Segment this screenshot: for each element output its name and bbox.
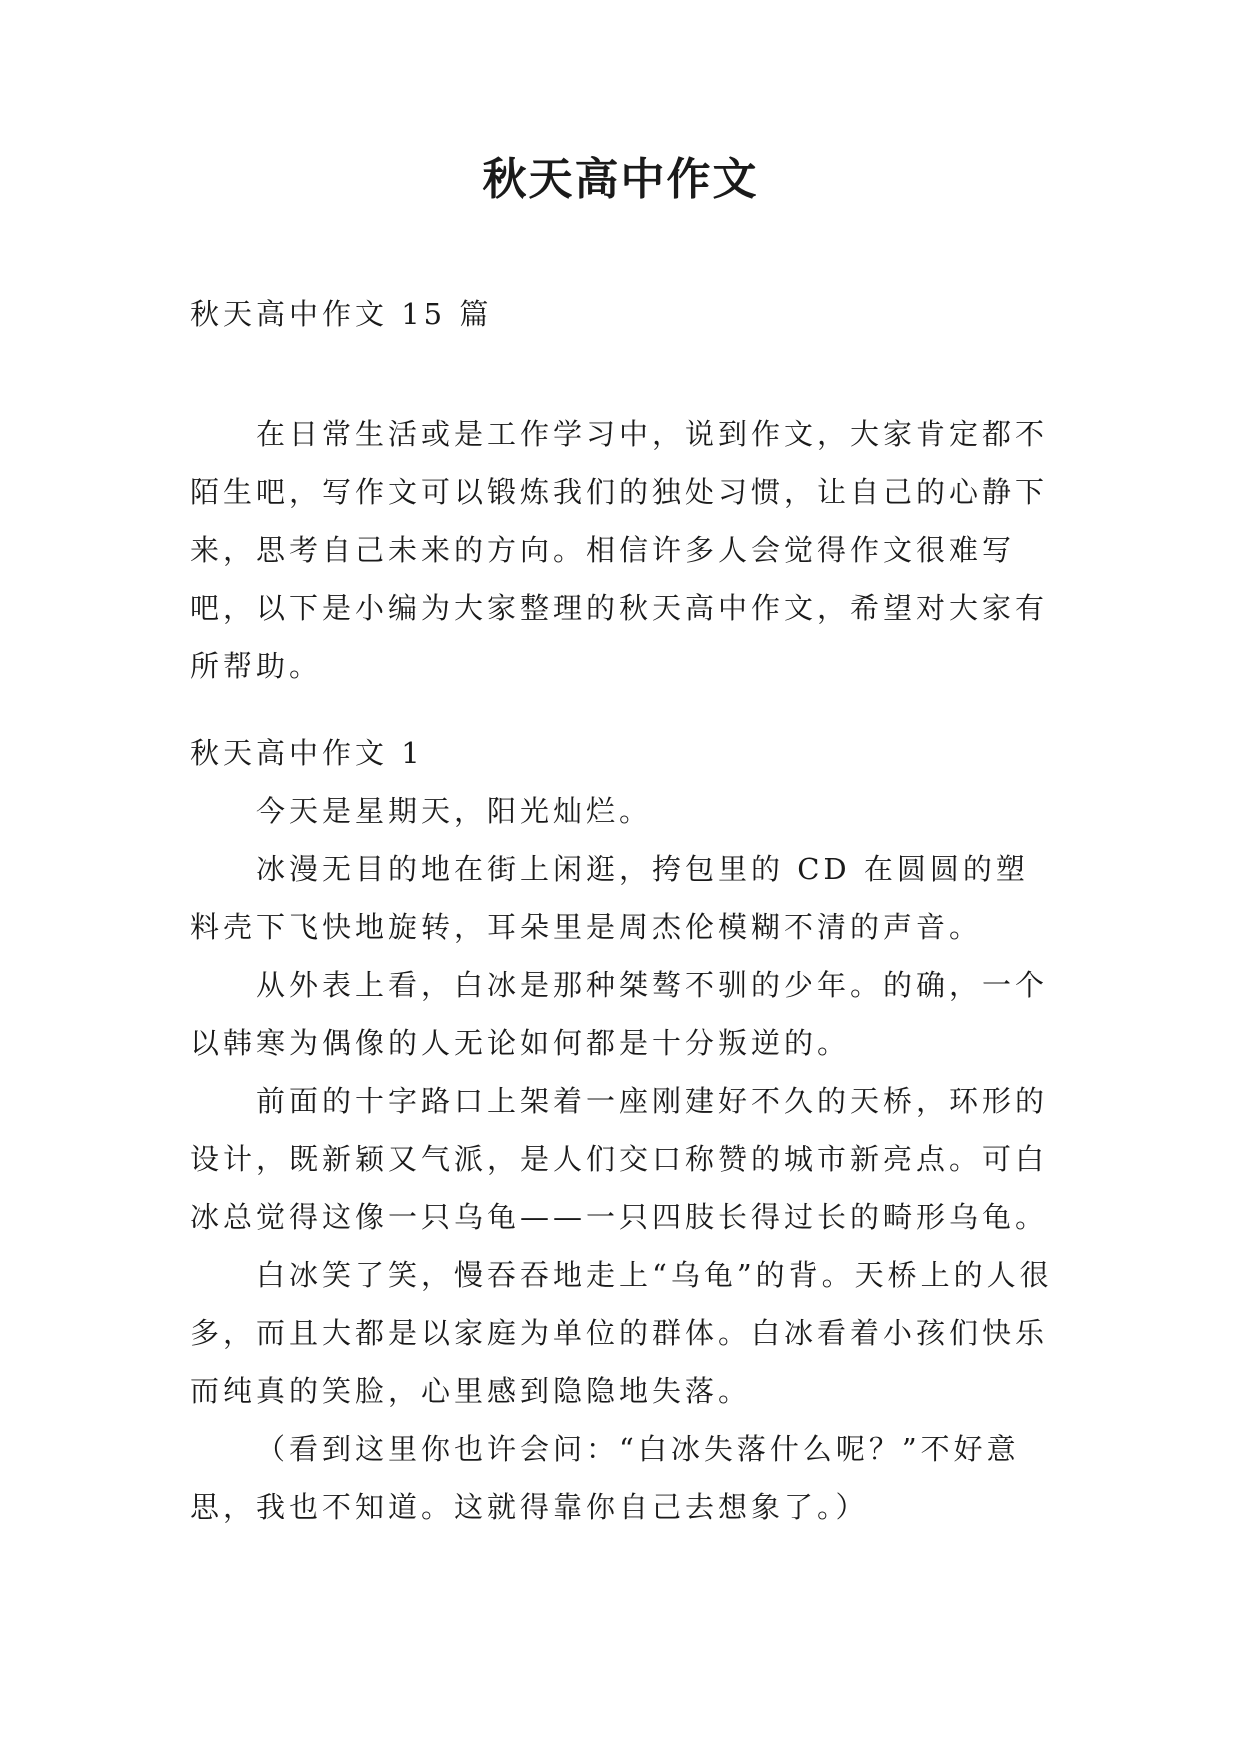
document-subtitle: 秋天高中作文 15 篇 (190, 297, 493, 331)
body-paragraph: 冰漫无目的地在街上闲逛，挎包里的 CD 在圆圆的塑料壳下飞快地旋转，耳朵里是周杰伦模糊不清的声音。 (190, 852, 1029, 944)
body-paragraph: 今天是星期天，阳光灿烂。 (256, 794, 653, 828)
section-1 (190, 724, 1060, 1536)
document-title: 秋天高中作文 (482, 154, 759, 205)
body-paragraph: 白冰笑了笑，慢吞吞地走上“乌龟”的背。天桥上的人很多，而且大都是以家庭为单位的群体。白冰看着小孩们快乐而纯真的笑脸，心里感到隐隐地失落。 (190, 1258, 1053, 1408)
intro-block (190, 405, 1060, 695)
body-paragraph: 前面的十字路口上架着一座刚建好不久的天桥，环形的设计，既新颖又气派，是人们交口称赞的城市新亮点。可白冰总觉得这像一只乌龟——一只四肢长得过长的畸形乌龟。 (190, 1084, 1049, 1234)
intro-paragraph: 在日常生活或是工作学习中，说到作文，大家肯定都不陌生吧，写作文可以锻炼我们的独处习惯，让自己的心静下来，思考自己未来的方向。相信许多人会觉得作文很难写吧，以下是小编为大家整理的秋天高中作文，希望对大家有所帮助。 (190, 417, 1049, 683)
body-paragraph: （看到这里你也许会问：“白冰失落什么呢？”不好意思，我也不知道。这就得靠你自己去想象了。） (190, 1432, 1020, 1524)
body-paragraph: 从外表上看，白冰是那种桀骜不驯的少年。的确，一个以韩寒为偶像的人无论如何都是十分叛逆的。 (190, 968, 1049, 1060)
section-1-heading: 秋天高中作文 1 (190, 736, 424, 770)
